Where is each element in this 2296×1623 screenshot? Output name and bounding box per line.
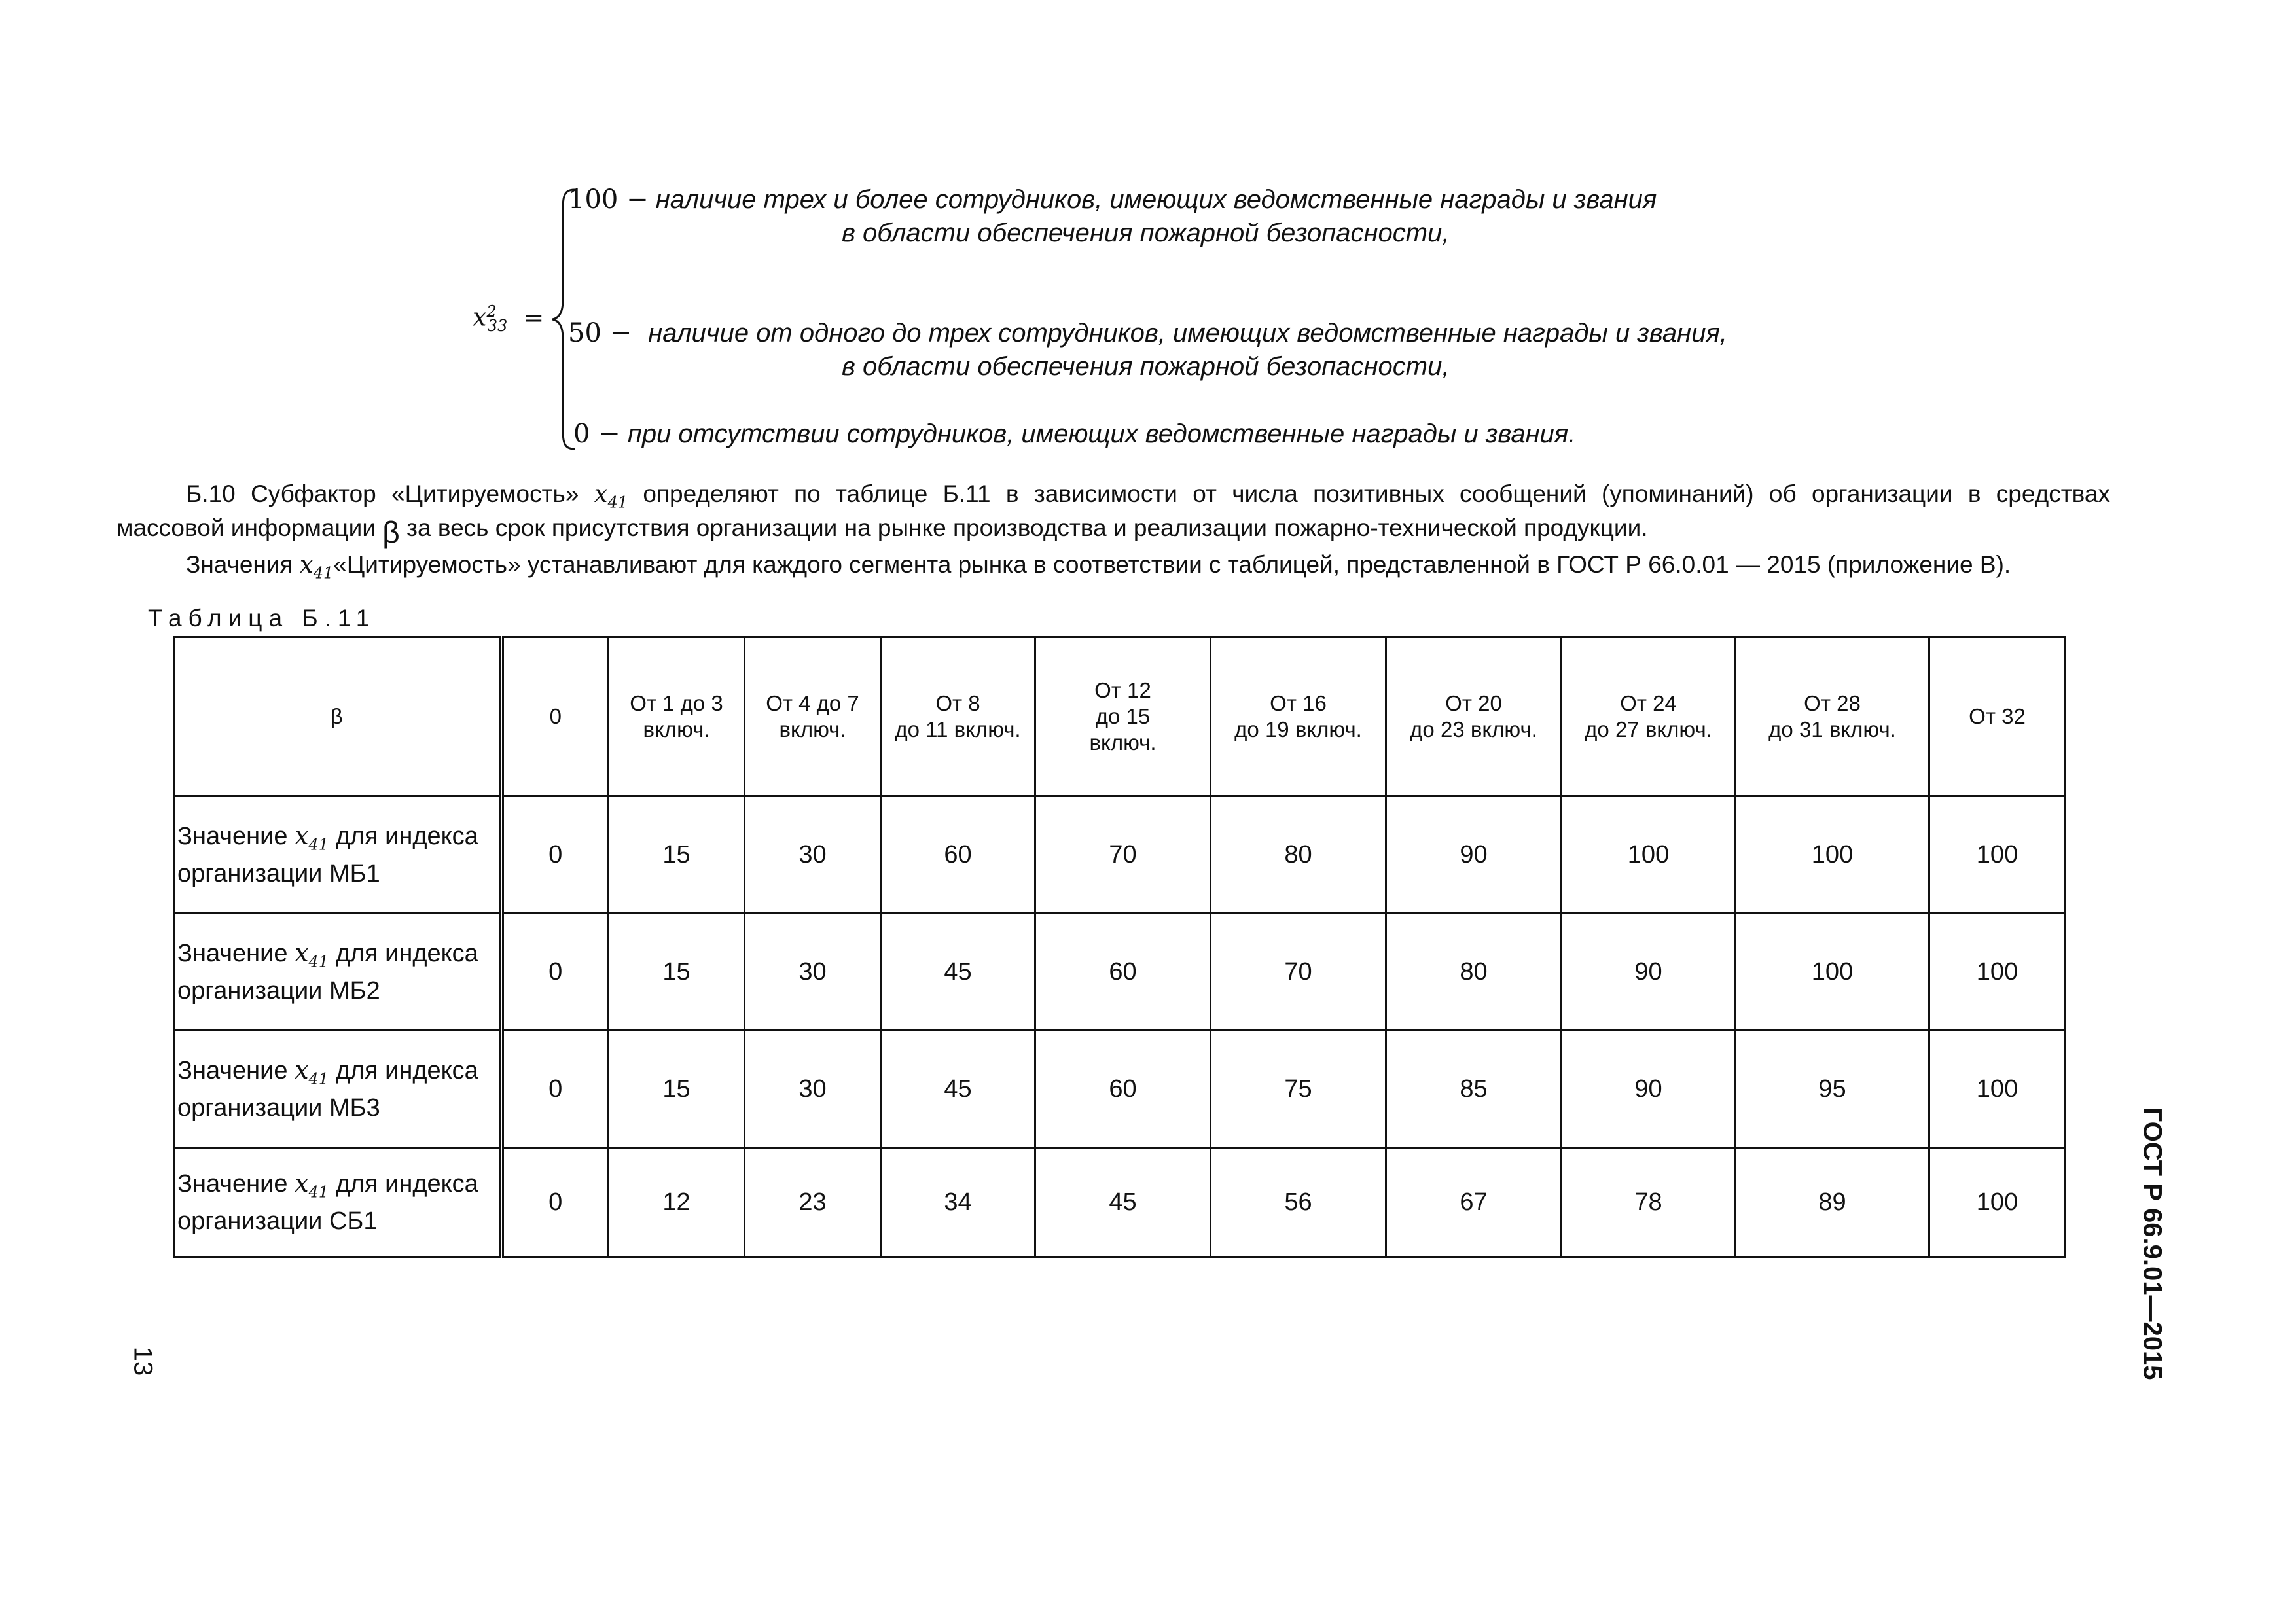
table-row xyxy=(174,796,2066,914)
case-2-text: наличие от одного до трех сотрудников, имеющих ведомственные награды и звания, xyxy=(648,319,1727,348)
table-cell: 45 xyxy=(1035,1148,1211,1257)
header-cell-line: до 11 включ. xyxy=(895,717,1021,741)
table-cell: 60 xyxy=(1035,1031,1211,1148)
var-x41 xyxy=(295,1169,329,1202)
table-row xyxy=(174,914,2066,1031)
paragraph-b10-text-a: Б.10 Субфактор «Цитируемость» xyxy=(186,480,579,507)
header-cell xyxy=(1035,637,1211,796)
table-cell: 34 xyxy=(881,1148,1035,1257)
header-cell-line: От 1 до 3 xyxy=(630,691,723,715)
table-cell: 67 xyxy=(1386,1148,1562,1257)
case-3-value: 0 − xyxy=(573,419,620,449)
table-cell: 30 xyxy=(745,914,881,1031)
table-cell: 80 xyxy=(1386,914,1562,1031)
table-cell: 100 xyxy=(1929,1031,2066,1148)
row-label-line1 xyxy=(177,821,495,859)
header-cell xyxy=(501,637,609,796)
row-label-word: Значение xyxy=(177,823,288,851)
case-1-text: наличие трех и более сотрудников, имеющих ведомственные награды и звания xyxy=(655,185,1657,214)
paragraph-b10-text-d: за весь срок присутствия организации на рынке производства и реализации пожарно-технической продукции. xyxy=(406,514,1648,541)
header-cell-line: От 4 до 7 xyxy=(766,691,859,715)
table-cell: 90 xyxy=(1562,914,1736,1031)
table-cell: 89 xyxy=(1736,1148,1929,1257)
paragraph-values xyxy=(186,548,2149,589)
var-x41 xyxy=(295,938,329,971)
table-cell: 30 xyxy=(745,796,881,914)
citation-table xyxy=(173,636,2066,1258)
table-cell: 100 xyxy=(1929,914,2066,1031)
header-cell-line: От 32 xyxy=(1969,704,2026,728)
table-cell: 70 xyxy=(1035,796,1211,914)
table-cell: 60 xyxy=(1035,914,1211,1031)
table-cell: 45 xyxy=(881,1031,1035,1148)
row-label-index: для индекса xyxy=(335,1170,478,1198)
table-cell: 15 xyxy=(609,914,745,1031)
table-cell: 90 xyxy=(1562,1031,1736,1148)
row-label-index: для индекса xyxy=(335,823,478,851)
formula-equals: = xyxy=(523,302,545,332)
row-label-word: Значение xyxy=(177,1057,288,1085)
table-row xyxy=(174,1031,2066,1148)
row-label-index: для индекса xyxy=(335,1057,478,1085)
row-label xyxy=(174,914,501,1031)
table-cell: 30 xyxy=(745,1031,881,1148)
row-label-index: для индекса xyxy=(335,940,478,968)
table-cell: 70 xyxy=(1211,914,1386,1031)
header-cell-line: От 8 xyxy=(935,691,980,715)
table-cell: 60 xyxy=(881,796,1035,914)
table-header-row xyxy=(174,637,2066,796)
table-cell: 100 xyxy=(1929,1148,2066,1257)
header-cell-line: включ. xyxy=(779,717,846,741)
table-cell: 23 xyxy=(745,1148,881,1257)
table-cell: 90 xyxy=(1386,796,1562,914)
var-sub: 41 xyxy=(308,1069,329,1088)
header-cell xyxy=(745,637,881,796)
page-number: 13 xyxy=(128,1346,158,1376)
formula-case-3 xyxy=(573,419,1575,449)
case-1-value: 100 − xyxy=(568,185,649,215)
header-cell xyxy=(1211,637,1386,796)
var-x: x xyxy=(295,1169,309,1198)
table-cell: 95 xyxy=(1736,1031,1929,1148)
table-cell: 100 xyxy=(1736,796,1929,914)
row-label-line1 xyxy=(177,938,495,976)
table-cell: 56 xyxy=(1211,1148,1386,1257)
paragraph-values-text-a: Значения xyxy=(186,551,293,578)
paragraph-b10-text-c: массовой информации xyxy=(117,514,376,541)
header-cell-line: до 15 xyxy=(1095,704,1151,728)
row-label-line2: организации МБ3 xyxy=(177,1094,380,1122)
table-cell: 15 xyxy=(609,796,745,914)
row-label-line1 xyxy=(177,1056,495,1094)
row-label-line2: организации МБ2 xyxy=(177,976,380,1005)
row-label-line1 xyxy=(177,1169,495,1207)
header-cell xyxy=(881,637,1035,796)
row-label-line2: организации МБ1 xyxy=(177,859,380,887)
table-cell: 85 xyxy=(1386,1031,1562,1148)
header-cell-line: до 31 включ. xyxy=(1768,717,1896,741)
table-cell: 100 xyxy=(1929,796,2066,914)
table-cell: 15 xyxy=(609,1031,745,1148)
table-cell: 0 xyxy=(501,1031,609,1148)
header-beta: β xyxy=(174,637,501,796)
formula-superscript: 2 xyxy=(486,302,497,321)
var-x: x xyxy=(594,480,608,508)
header-cell xyxy=(609,637,745,796)
header-cell-line: до 27 включ. xyxy=(1585,717,1712,741)
table-cell: 78 xyxy=(1562,1148,1736,1257)
var-sub: 41 xyxy=(308,1183,329,1202)
table-cell: 12 xyxy=(609,1148,745,1257)
var-sub: 41 xyxy=(308,952,329,971)
header-cell-line: включ. xyxy=(643,717,710,741)
header-cell-line: От 24 xyxy=(1620,691,1677,715)
var-x41 xyxy=(295,1056,329,1088)
formula-lhs xyxy=(473,302,544,335)
header-cell xyxy=(1736,637,1929,796)
var-x: x xyxy=(295,1056,309,1085)
header-cell-line: включ. xyxy=(1089,730,1157,755)
header-cell-line: до 23 включ. xyxy=(1410,717,1537,741)
header-cell-line: От 12 xyxy=(1094,678,1151,702)
header-cell xyxy=(1929,637,2066,796)
beta-symbol: β xyxy=(382,515,400,549)
table-cell: 45 xyxy=(881,914,1035,1031)
row-label xyxy=(174,796,501,914)
header-cell-line: От 20 xyxy=(1445,691,1502,715)
table-row xyxy=(174,1148,2066,1257)
row-label-word: Значение xyxy=(177,940,288,968)
case-2-text-line2: в области обеспечения пожарной безопасности, xyxy=(842,352,1450,381)
var-x: x xyxy=(295,938,309,968)
formula-subscript: 33 xyxy=(487,317,508,336)
var-sub: 41 xyxy=(308,835,329,854)
header-cell xyxy=(1562,637,1736,796)
case-1-text-line2: в области обеспечения пожарной безопасности, xyxy=(842,219,1450,247)
row-label-line2: организации СБ1 xyxy=(177,1207,378,1235)
header-cell xyxy=(1386,637,1562,796)
var-x: x xyxy=(295,821,309,851)
paragraph-b10-line2 xyxy=(117,509,2110,549)
table-cell: 100 xyxy=(1736,914,1929,1031)
var-x: x xyxy=(299,550,314,579)
header-cell-line: От 16 xyxy=(1270,691,1327,715)
var-sub: 41 xyxy=(313,563,334,582)
table-cell: 0 xyxy=(501,914,609,1031)
table-cell: 100 xyxy=(1562,796,1736,914)
formula-case-1 xyxy=(568,185,1657,215)
table-cell: 0 xyxy=(501,1148,609,1257)
case-3-text: при отсутствии сотрудников, имеющих ведомственные награды и звания. xyxy=(627,419,1576,448)
table-cell: 80 xyxy=(1211,796,1386,914)
table-cell: 75 xyxy=(1211,1031,1386,1148)
var-x41 xyxy=(299,550,334,582)
paragraph-b10-text-b: определяют по таблице Б.11 в зависимости от числа позитивных сообщений (упоминаний) об организации в средствах xyxy=(643,480,2110,507)
row-label-word: Значение xyxy=(177,1170,288,1198)
var-x41 xyxy=(594,480,628,512)
case-2-value: 50 − xyxy=(568,318,632,348)
paragraph-values-text-b: «Цитируемость» устанавливают для каждого сегмента рынка в соответствии с таблицей, представленной в ГОСТ Р 66.0.01 — 2015 (приложение В). xyxy=(333,551,2011,578)
header-cell-line: От 28 xyxy=(1804,691,1861,715)
table-caption: Таблица Б.11 xyxy=(148,605,376,632)
table-cell: 0 xyxy=(501,796,609,914)
var-sub: 41 xyxy=(607,493,628,512)
document-code: ГОСТ Р 66.9.01—2015 xyxy=(2138,1107,2167,1380)
header-cell-line: 0 xyxy=(549,704,562,728)
formula-variable: x xyxy=(473,302,487,332)
row-label xyxy=(174,1148,501,1257)
header-cell-line: до 19 включ. xyxy=(1234,717,1362,741)
formula-case-2 xyxy=(568,318,1727,348)
row-label xyxy=(174,1031,501,1148)
var-x41 xyxy=(295,821,329,854)
